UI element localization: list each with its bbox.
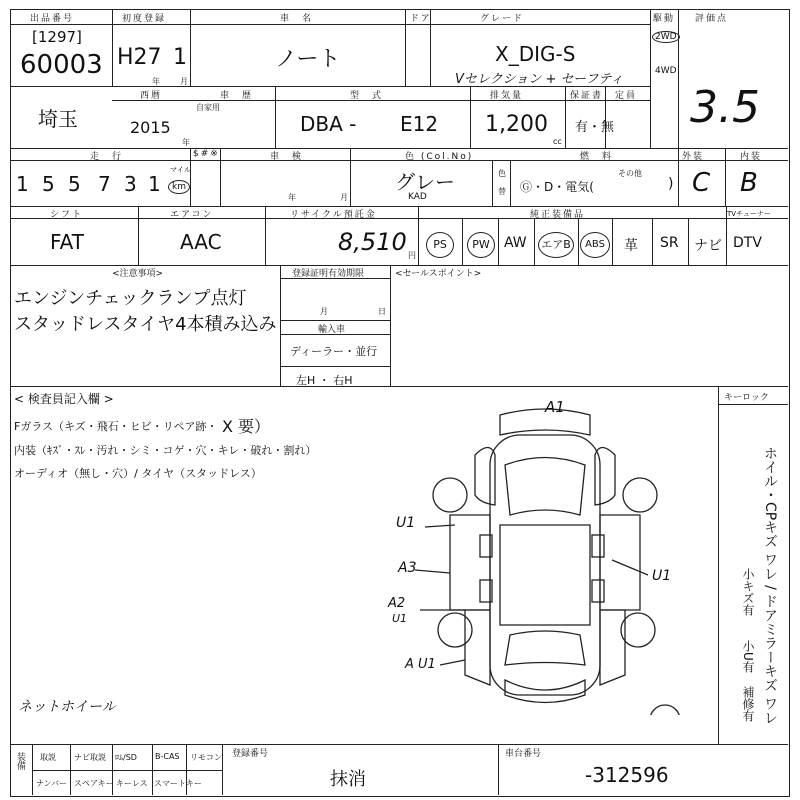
vline-insp bbox=[220, 148, 221, 206]
bgrid-1-1: スペアキー bbox=[74, 779, 114, 788]
aircon-value: AAC bbox=[180, 230, 222, 254]
vline-aircon bbox=[138, 206, 139, 265]
bgrid-0-3: B-CAS bbox=[155, 752, 180, 761]
equip-ps: PS bbox=[426, 232, 454, 258]
hdr-equipment: 純正装備品 bbox=[530, 210, 586, 220]
vline-fuel bbox=[510, 160, 511, 206]
vline-e5 bbox=[612, 218, 613, 265]
hdr-exterior: 外装 bbox=[682, 152, 705, 162]
vline-b1 bbox=[70, 744, 71, 795]
spare-wheel bbox=[650, 705, 680, 715]
color-code: KAD bbox=[408, 192, 427, 202]
caution-line2: スタッドレスタイヤ4本積み込み bbox=[14, 314, 277, 335]
vline-bside bbox=[32, 744, 33, 795]
first-reg-year-mark: 年 bbox=[152, 77, 160, 86]
lot-number: 60003 bbox=[20, 50, 103, 80]
diag-u1-a2: U1 bbox=[392, 612, 408, 625]
hdr-grade: グレード bbox=[480, 14, 525, 24]
displacement: 1,200 bbox=[485, 112, 548, 137]
hdr-salespoint: <セールスポイント> bbox=[395, 269, 482, 279]
arrow-au1 bbox=[440, 660, 465, 665]
first-reg-month: 1 bbox=[173, 45, 187, 70]
bgrid-0-1: ナビ取説 bbox=[74, 753, 106, 762]
color-change1: 色 bbox=[498, 169, 506, 178]
arrow-u1-right bbox=[612, 560, 648, 575]
row4-header-line bbox=[10, 218, 788, 219]
hdr-keylock: キーロック bbox=[724, 393, 769, 403]
hdr-lot: 出品番号 bbox=[30, 14, 75, 24]
hdr-fuel: 燃 料 bbox=[580, 152, 614, 162]
hdr-shift: シフト bbox=[50, 210, 84, 220]
vline-e3 bbox=[534, 218, 535, 265]
row1-header-line bbox=[10, 24, 650, 25]
hdr-drive: 駆動 bbox=[653, 14, 676, 24]
insp-line3: オーディオ（無し・穴）/ タイヤ（スタッドレス） bbox=[14, 467, 262, 480]
diag-u1-right: U1 bbox=[652, 568, 672, 584]
fuel-value: Ⓖ・D・電気( bbox=[520, 180, 594, 194]
grade-line1: X_DIG-S bbox=[495, 42, 576, 66]
diag-a1: A1 bbox=[545, 398, 565, 416]
hdr-mileage: 走 行 bbox=[90, 152, 124, 162]
row3-header-line bbox=[10, 160, 788, 161]
door-handle-r bbox=[592, 580, 604, 602]
bgrid-0-0: 取説 bbox=[40, 753, 56, 762]
hdr-capacity: 定員 bbox=[615, 91, 638, 101]
hdr-inspector: < 検査員記入欄 > bbox=[14, 392, 114, 406]
right-vertical-note: ホイル・CPキズ ワレ / ドアミラーキズ ワレ bbox=[762, 446, 778, 725]
interior-value: B bbox=[740, 168, 758, 198]
grade-line2: Vセレクション + セーフティ bbox=[455, 72, 624, 87]
color-value: グレー bbox=[395, 170, 455, 194]
vline-e1 bbox=[462, 218, 463, 265]
score-value: 3.5 bbox=[690, 82, 760, 133]
reg-value: 抹消 bbox=[330, 769, 366, 790]
lot-bracket: [1297] bbox=[32, 28, 82, 46]
exterior-value: C bbox=[692, 168, 711, 198]
first-reg-era: H27 bbox=[117, 45, 162, 70]
region: 埼玉 bbox=[38, 107, 78, 131]
hdr-carname: 車 名 bbox=[280, 14, 314, 24]
mileage-km: km bbox=[168, 180, 190, 194]
row2-bottom-line bbox=[10, 148, 788, 149]
year-mark: 年 bbox=[182, 138, 190, 147]
insp-month: 月 bbox=[340, 193, 348, 202]
reg-line4 bbox=[280, 366, 390, 367]
vline-b3 bbox=[152, 744, 153, 795]
drive-2wd: 2WD bbox=[652, 31, 680, 43]
mileage-d4: 7 bbox=[98, 172, 111, 196]
diag-a3: A3 bbox=[398, 560, 417, 576]
dealer-value: ディーラー・並行 bbox=[290, 345, 378, 358]
hdr-firstreg: 初度登録 bbox=[122, 14, 167, 24]
vline-score bbox=[678, 9, 679, 149]
equip-aw: AW bbox=[504, 235, 527, 251]
cc-unit: cc bbox=[553, 137, 562, 146]
handwritten-note: ネットホイール bbox=[18, 699, 116, 715]
equip-abs: ABS bbox=[580, 232, 610, 258]
warranty-value: 有・無 bbox=[575, 120, 615, 135]
vline-color bbox=[350, 148, 351, 206]
hdr-warranty: 保証書 bbox=[570, 91, 604, 101]
equip-dtv: DTV bbox=[733, 235, 762, 251]
shift-value: FAT bbox=[50, 230, 85, 254]
hdr-aircon: エアコン bbox=[170, 210, 214, 220]
fuel-other: その他 bbox=[618, 169, 642, 178]
bgrid-0-4: リモコン bbox=[190, 753, 222, 762]
bottom-top-line bbox=[10, 744, 788, 745]
hdr-interior: 内装 bbox=[740, 152, 763, 162]
handle-value: 左H ・ 右H bbox=[296, 374, 353, 387]
model-prefix: DBA - bbox=[300, 112, 357, 136]
vline-int bbox=[725, 148, 726, 206]
vline-shaken bbox=[275, 86, 276, 148]
insp-line1-post: X 要） bbox=[222, 417, 271, 436]
hdr-sflag: $#※ bbox=[193, 149, 220, 159]
reg-month: 月 bbox=[320, 307, 328, 316]
vline-drive bbox=[650, 9, 651, 149]
bgrid-1-2: キーレス bbox=[116, 779, 148, 788]
color-change2: 替 bbox=[498, 187, 506, 196]
hdr-displ: 排気量 bbox=[490, 91, 524, 101]
vline-e6 bbox=[652, 218, 653, 265]
chassis-value: -312596 bbox=[585, 763, 669, 787]
wheel-fl bbox=[433, 478, 467, 512]
equip-navi: ナビ bbox=[694, 238, 722, 254]
first-reg-month-mark: 月 bbox=[180, 77, 188, 86]
hdr-score: 評価点 bbox=[695, 14, 729, 24]
row5-bottom-line bbox=[10, 386, 788, 387]
bgrid-0-2: ﾛﾑ/SD bbox=[115, 753, 137, 762]
yen-mark: 円 bbox=[408, 251, 416, 260]
year-value: 2015 bbox=[130, 118, 171, 137]
fuel-close: ) bbox=[668, 176, 674, 192]
vline-e2 bbox=[498, 218, 499, 265]
vline-warranty bbox=[565, 86, 566, 148]
hdr-import: 輸入車 bbox=[318, 325, 346, 335]
keylock-line bbox=[718, 404, 788, 405]
hdr-regexpiry: 登録証明有効期限 bbox=[292, 269, 365, 279]
caution-line1: エンジンチェックランプ点灯 bbox=[14, 288, 247, 309]
wheel-rr bbox=[621, 613, 655, 647]
model-code: E12 bbox=[400, 112, 439, 136]
vline-chassis bbox=[498, 744, 499, 795]
car-name: ノート bbox=[275, 47, 341, 72]
insp-line1-pre: Fガラス（キズ・飛石・ヒビ・リペア跡・ bbox=[14, 420, 218, 433]
vline-displ bbox=[470, 86, 471, 148]
hdr-chassis: 車台番号 bbox=[505, 749, 542, 759]
right-note-2: 小キズ有 bbox=[741, 568, 755, 616]
mileage-mile: マイル bbox=[170, 166, 191, 174]
vline-b5 bbox=[222, 744, 223, 795]
wheel-fr bbox=[623, 478, 657, 512]
vline-regbox-l bbox=[280, 265, 281, 386]
hdr-door: ドア bbox=[410, 14, 432, 24]
hdr-color: 色 (Col.No) bbox=[405, 152, 474, 162]
wheel-rl bbox=[438, 613, 472, 647]
vline-regbox-r bbox=[390, 265, 391, 386]
hdr-tuner: TVチューナー bbox=[727, 210, 771, 218]
vline-e4 bbox=[578, 218, 579, 265]
equip-pw: PW bbox=[467, 232, 495, 258]
mileage-d1: 1 bbox=[16, 172, 29, 196]
vline-recycle bbox=[265, 206, 266, 265]
vline-keylock bbox=[718, 386, 719, 744]
hdr-shaken: 車 歴 bbox=[220, 91, 254, 101]
arrow-a3 bbox=[415, 570, 450, 573]
bottom-mid-line bbox=[32, 770, 222, 771]
shaken-note: 自家用 bbox=[196, 103, 220, 112]
recycle-value: 8,510 bbox=[338, 228, 407, 256]
vline-ext bbox=[678, 148, 679, 206]
equip-airbag: エアB bbox=[538, 232, 574, 258]
mileage-d5: 3 bbox=[124, 172, 137, 196]
row3-bottom-line bbox=[10, 206, 788, 207]
vline-door bbox=[405, 9, 406, 87]
vline-colorchg bbox=[492, 160, 493, 206]
reg-line2 bbox=[280, 320, 390, 321]
bottom-side-label: 装備 bbox=[15, 752, 25, 770]
vline-equip bbox=[418, 206, 419, 265]
reg-day: 日 bbox=[378, 307, 386, 316]
hdr-recycle: リサイクル預託金 bbox=[290, 210, 377, 220]
hdr-regno: 登録番号 bbox=[232, 749, 269, 759]
hdr-inspection: 車 検 bbox=[270, 152, 304, 162]
car-outline bbox=[450, 409, 640, 703]
diag-au1: A U1 bbox=[405, 657, 436, 672]
equip-sr: SR bbox=[660, 235, 679, 251]
bgrid-1-3: スマートキー bbox=[154, 779, 202, 788]
hdr-model: 型 式 bbox=[350, 91, 384, 101]
vline-lot bbox=[112, 9, 113, 87]
hdr-year: 西暦 bbox=[140, 91, 163, 101]
vline-e7 bbox=[688, 218, 689, 265]
mileage-d2: 5 bbox=[42, 172, 55, 196]
vline-sflag bbox=[190, 148, 191, 206]
bgrid-1-0: ナンバー bbox=[36, 779, 68, 788]
right-note-4: 補修有 bbox=[741, 686, 755, 722]
insp-line2: 内装（ｷｽﾞ・ｽﾚ・汚れ・シミ・コゲ・穴・キレ・破れ・割れ） bbox=[14, 444, 317, 457]
vline-firstreg bbox=[190, 9, 191, 87]
mileage-d3: 5 bbox=[68, 172, 81, 196]
hdr-caution: <注意事項> bbox=[112, 269, 164, 279]
equip-leather: 革 bbox=[624, 238, 638, 254]
right-note-3: 小U有 bbox=[741, 640, 755, 673]
diag-a2: A2 bbox=[388, 596, 406, 611]
diag-u1-left: U1 bbox=[396, 515, 416, 531]
mirror-r bbox=[592, 535, 604, 557]
mileage-d6: 1 bbox=[148, 172, 161, 196]
drive-4wd: 4WD bbox=[655, 66, 677, 76]
insp-year: 年 bbox=[288, 193, 296, 202]
